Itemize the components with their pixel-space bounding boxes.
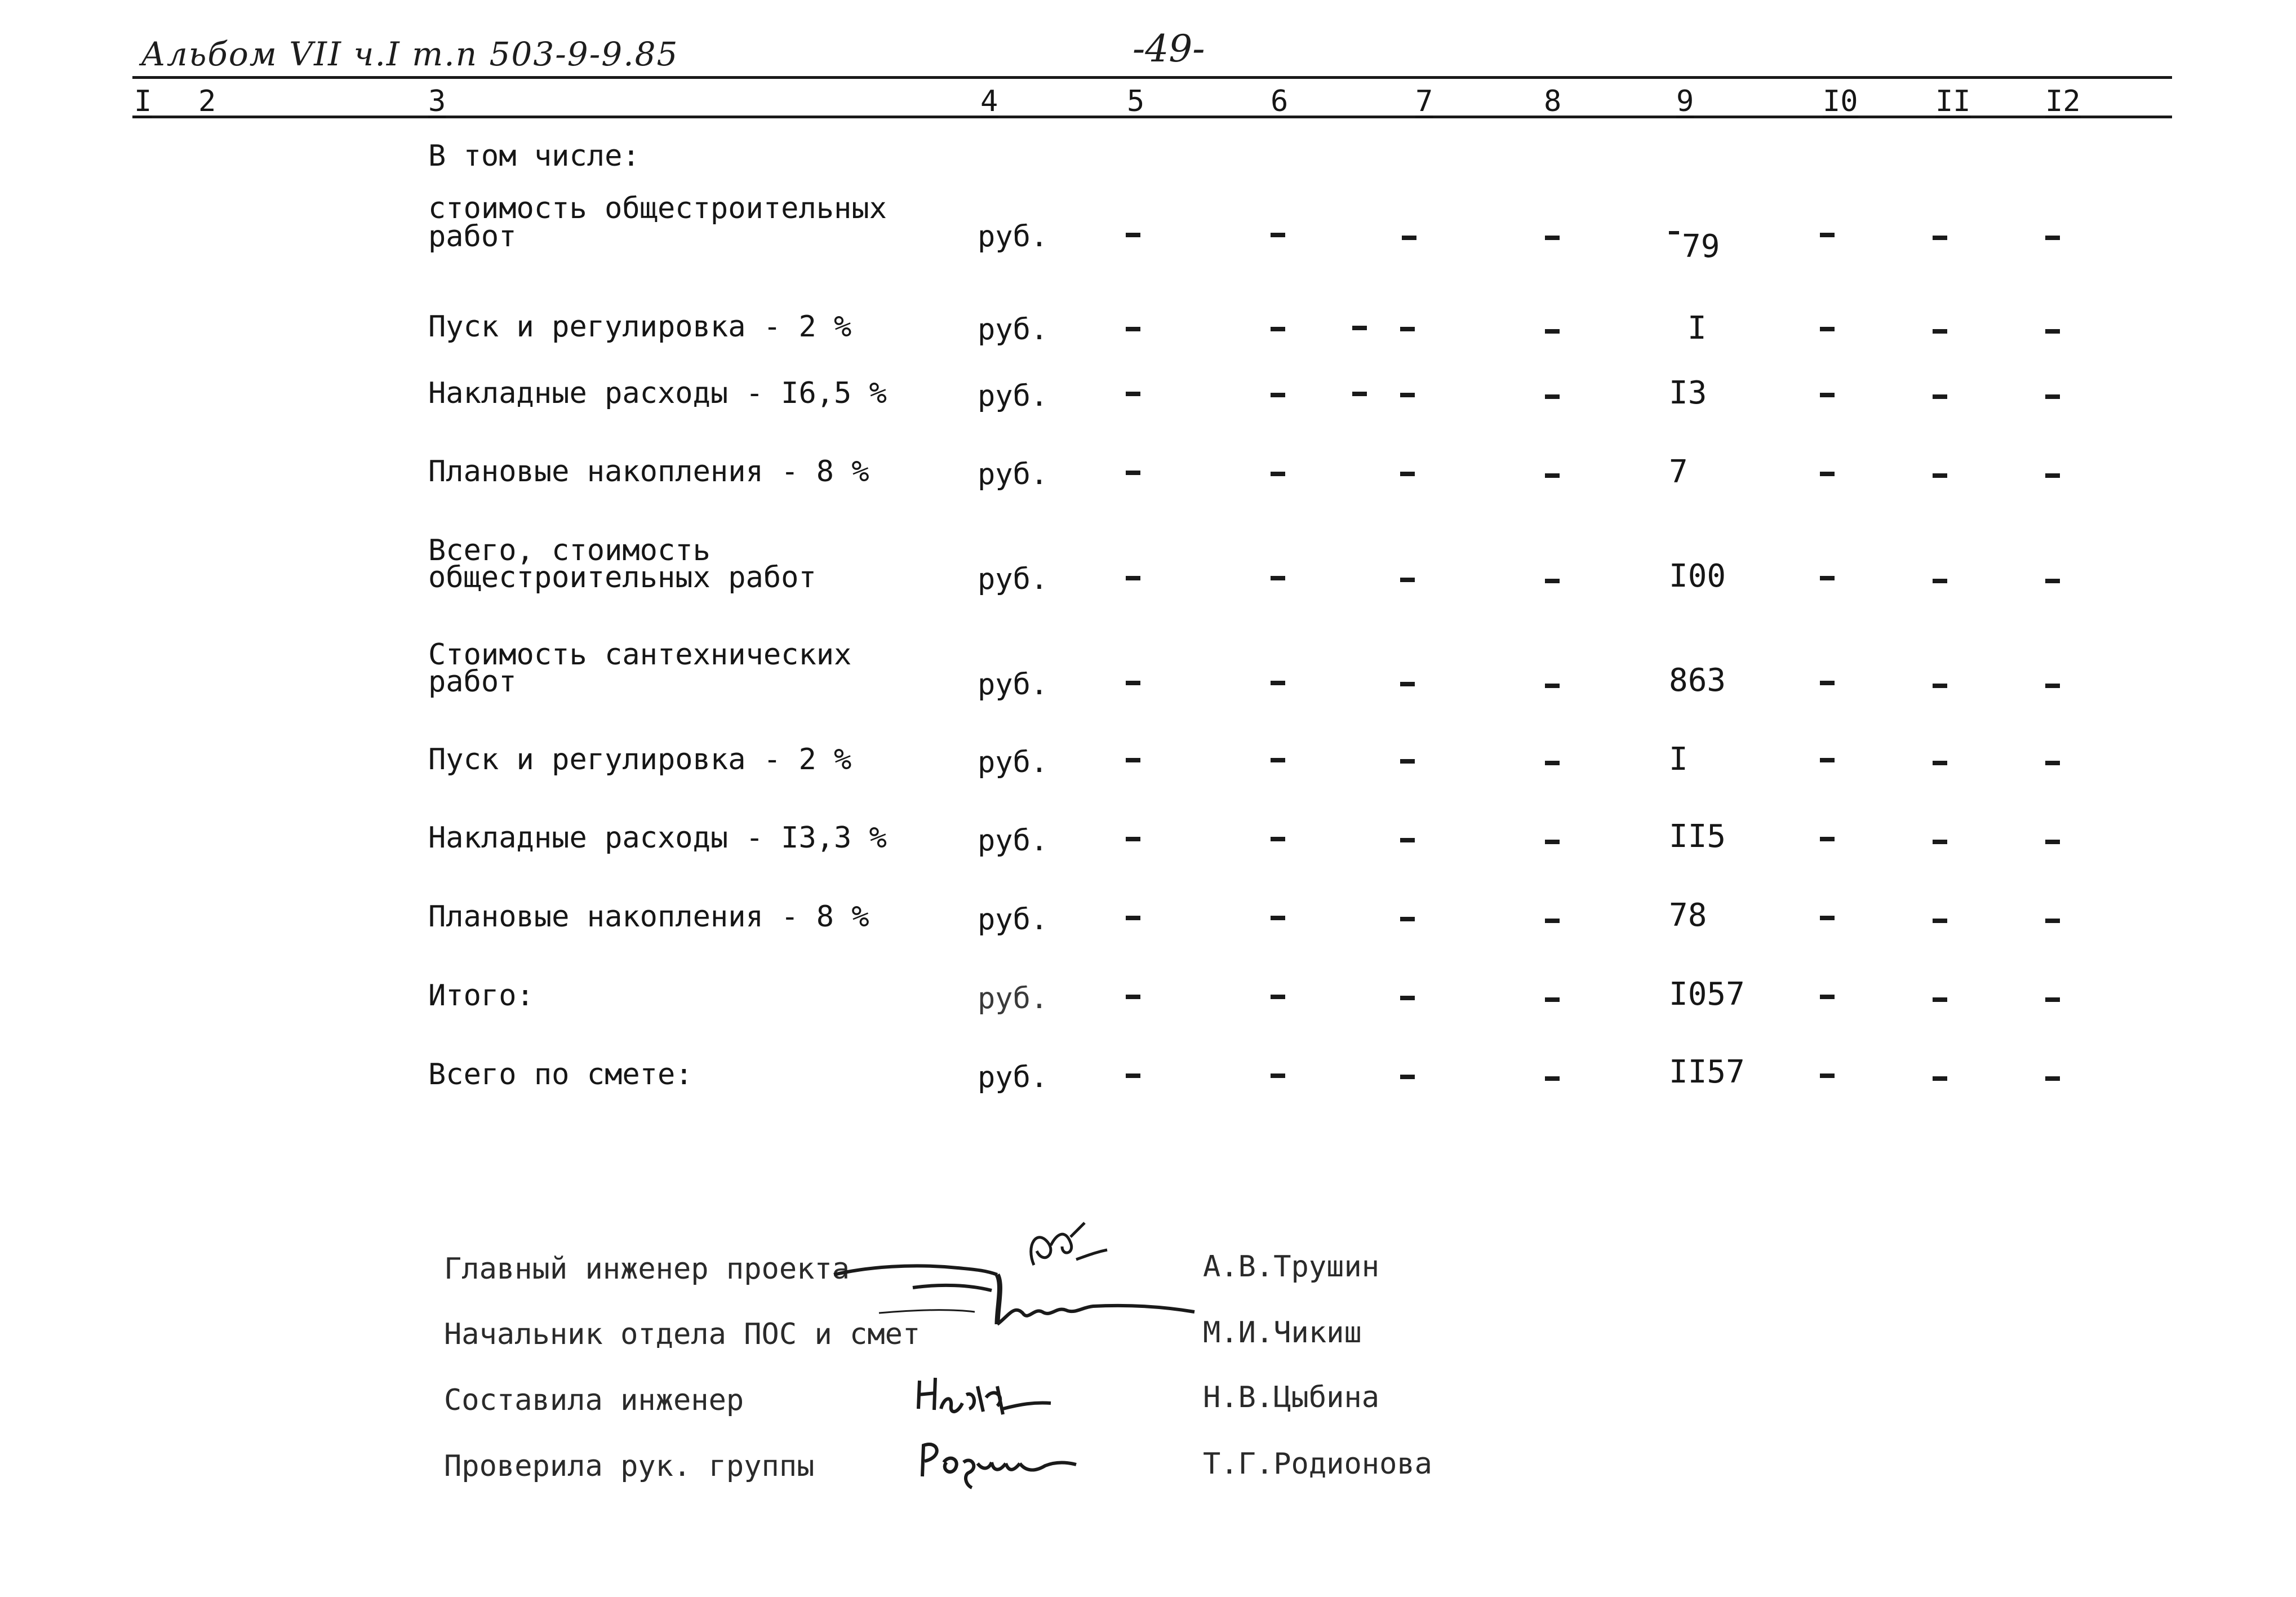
dash-col11 — [1933, 473, 1947, 478]
column-number: 4 — [980, 85, 998, 118]
dash-col12 — [2045, 473, 2060, 478]
dash-col12 — [2045, 684, 2060, 688]
column-number: 3 — [428, 85, 446, 118]
dash-col7 — [1400, 917, 1415, 921]
dash-col6 — [1271, 472, 1285, 476]
signature-scribble-1 — [834, 1212, 1240, 1381]
dash-col12 — [2045, 236, 2060, 240]
dash-col5 — [1126, 758, 1140, 762]
dash-col6b — [1352, 326, 1367, 330]
dash-col5 — [1126, 1073, 1140, 1078]
dash-col5 — [1126, 916, 1140, 920]
row-value: I057 — [1669, 976, 1745, 1013]
row-unit: руб. — [978, 379, 1049, 413]
signer-name: А.В.Трушин — [1203, 1250, 1380, 1284]
row-label: Плановые накопления - 8 % — [428, 900, 869, 934]
dash-col11 — [1933, 997, 1947, 1002]
dash-col6 — [1271, 837, 1285, 841]
row-value: 863 — [1669, 662, 1726, 699]
dash-col5 — [1126, 471, 1140, 475]
dash-col10 — [1820, 1073, 1835, 1078]
dash-col8 — [1545, 473, 1560, 478]
dash-col10 — [1820, 393, 1835, 397]
row-label: Накладные расходы - I3,3 % — [428, 821, 887, 855]
row-value: 78 — [1669, 897, 1707, 934]
dash-col5 — [1126, 576, 1140, 580]
dash-col8 — [1545, 919, 1560, 923]
column-number: 2 — [198, 85, 216, 118]
dash-col7 — [1400, 838, 1415, 842]
column-number: 7 — [1415, 85, 1433, 118]
row-value: 7 — [1669, 454, 1688, 490]
dash-col8 — [1545, 1076, 1560, 1081]
row-label: Пуск и регулировка - 2 % — [428, 310, 852, 344]
dash-col6 — [1271, 758, 1285, 762]
section-title: В том числе: — [428, 139, 640, 173]
row-unit: руб. — [978, 458, 1049, 491]
dash-col6b — [1352, 392, 1367, 396]
dash-col10 — [1820, 681, 1835, 685]
dash-col8 — [1545, 579, 1560, 583]
column-number: 8 — [1544, 85, 1562, 118]
column-number: I2 — [2045, 85, 2081, 118]
dash-col6 — [1271, 327, 1285, 331]
dash-col11 — [1933, 236, 1947, 240]
dash-col10 — [1820, 995, 1835, 999]
signer-role: Составила инженер — [444, 1383, 744, 1417]
dash-col12 — [2045, 840, 2060, 844]
dash-col5 — [1126, 995, 1140, 999]
dash-col6 — [1271, 916, 1285, 920]
page-number: -49- — [1133, 27, 1205, 70]
dash-col7 — [1400, 327, 1415, 331]
column-number: 6 — [1271, 85, 1289, 118]
dash-col7 — [1400, 682, 1415, 686]
row-label-cont: работ — [428, 220, 517, 254]
dash-col11 — [1933, 329, 1947, 334]
signature-scribble-4 — [916, 1429, 1085, 1490]
dash-col7 — [1402, 236, 1416, 240]
column-number: I0 — [1823, 85, 1858, 118]
dash-col7 — [1400, 393, 1415, 397]
row-unit: руб. — [978, 668, 1049, 702]
row-label: Плановые накопления - 8 % — [428, 455, 869, 489]
dash-col8 — [1545, 761, 1560, 765]
dash-col10 — [1820, 327, 1835, 331]
dash-col8 — [1545, 394, 1560, 399]
row-unit: руб. — [978, 746, 1049, 779]
dash-col10 — [1820, 472, 1835, 476]
dash-col7 — [1400, 578, 1415, 582]
row-value: I3 — [1669, 375, 1707, 411]
dash-col8 — [1545, 684, 1560, 688]
dash-col7 — [1400, 759, 1415, 764]
row-label-cont: работ — [428, 665, 517, 699]
dash-col6 — [1271, 1073, 1285, 1078]
dash-col11 — [1933, 840, 1947, 844]
dash-col12 — [2045, 997, 2060, 1002]
row-value: I — [1687, 310, 1707, 347]
dash-col10 — [1820, 837, 1835, 841]
dash-col12 — [2045, 761, 2060, 765]
dash-col11 — [1933, 1076, 1947, 1081]
signer-name: Т.Г.Родионова — [1203, 1447, 1432, 1481]
dash-col5 — [1126, 233, 1140, 237]
row-unit: руб. — [978, 1061, 1049, 1094]
column-number: 5 — [1127, 85, 1145, 118]
header-rule-top — [132, 76, 2172, 79]
dash-col12 — [2045, 1076, 2060, 1081]
dash-col5 — [1126, 681, 1140, 685]
dash-col10 — [1820, 916, 1835, 920]
row-label: Пуск и регулировка - 2 % — [428, 743, 852, 777]
dash-col7 — [1400, 472, 1415, 476]
column-number: II — [1935, 85, 1971, 118]
dash-col8 — [1545, 329, 1560, 334]
row-label: Стоимость сантехнических — [428, 638, 852, 672]
dash-col12 — [2045, 579, 2060, 583]
row-label-cont: общестроительных работ — [428, 561, 816, 595]
row-value: 79 — [1682, 228, 1720, 265]
dash-col6 — [1271, 233, 1285, 237]
dash-col6 — [1271, 995, 1285, 999]
dash-col5 — [1126, 837, 1140, 841]
row-label: стоимость общестроительных — [428, 192, 887, 225]
dash-col6 — [1271, 393, 1285, 397]
dash-col11 — [1933, 579, 1947, 583]
signer-name: Н.В.Цыбина — [1203, 1381, 1380, 1414]
row-label: Всего по смете: — [428, 1058, 693, 1092]
row-value: II5 — [1669, 818, 1726, 855]
row-unit: руб. — [978, 220, 1049, 254]
dash-col12 — [2045, 919, 2060, 923]
dash-col10 — [1820, 576, 1835, 580]
row-unit: руб. — [978, 982, 1049, 1015]
dash-col9-prefix — [1669, 231, 1679, 234]
signature-scribble-3 — [913, 1364, 1059, 1426]
row-label: Итого: — [428, 979, 534, 1013]
signer-role: Проверила рук. группы — [444, 1449, 815, 1483]
dash-col10 — [1820, 233, 1835, 237]
dash-col7 — [1400, 1075, 1415, 1079]
signer-role: Главный инженер проекта — [444, 1252, 850, 1286]
dash-col8 — [1545, 236, 1560, 240]
row-value: I00 — [1669, 558, 1726, 595]
dash-col11 — [1933, 684, 1947, 688]
dash-col11 — [1933, 394, 1947, 399]
dash-col5 — [1126, 327, 1140, 331]
signer-role: Начальник отдела ПОС и смет — [444, 1317, 921, 1351]
dash-col8 — [1545, 997, 1560, 1002]
row-unit: руб. — [978, 903, 1049, 937]
dash-col5 — [1126, 392, 1140, 396]
signer-name: М.И.Чикиш — [1203, 1316, 1362, 1350]
dash-col12 — [2045, 394, 2060, 399]
dash-col7 — [1400, 996, 1415, 1000]
dash-col6 — [1271, 576, 1285, 580]
row-label: Всего, стоимость — [428, 534, 710, 567]
row-label: Накладные расходы - I6,5 % — [428, 376, 887, 410]
row-unit: руб. — [978, 313, 1049, 347]
row-unit: руб. — [978, 824, 1049, 858]
dash-col11 — [1933, 761, 1947, 765]
column-number: I — [134, 85, 152, 118]
dash-col8 — [1545, 840, 1560, 844]
dash-col11 — [1933, 919, 1947, 923]
row-value: I — [1669, 741, 1688, 778]
row-value: II57 — [1669, 1054, 1745, 1090]
album-reference: Альбом VII ч.I т.п 503-9-9.85 — [141, 35, 679, 73]
dash-col12 — [2045, 329, 2060, 334]
dash-col6 — [1271, 681, 1285, 685]
dash-col10 — [1820, 758, 1835, 762]
column-number: 9 — [1676, 85, 1694, 118]
row-unit: руб. — [978, 562, 1049, 596]
